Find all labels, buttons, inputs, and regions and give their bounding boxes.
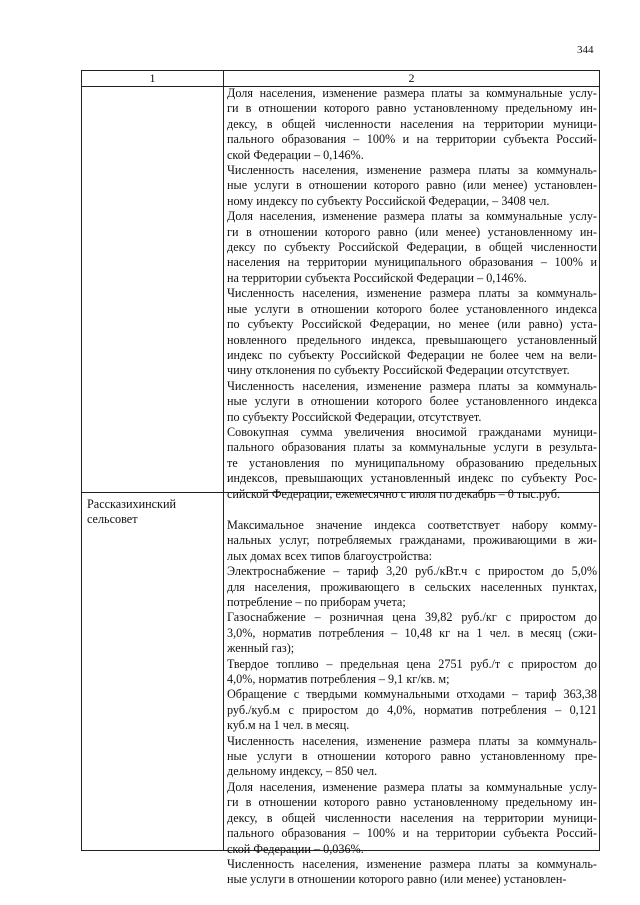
column-header-2: 2 xyxy=(408,71,415,85)
column-divider xyxy=(223,71,224,850)
paragraph xyxy=(227,518,597,564)
text-line: Численность населения, изменение размера платы за коммуналь- xyxy=(227,286,597,301)
document-table xyxy=(81,70,600,887)
text-line: по субъекту Российской Федерации, отсутствует. xyxy=(227,409,482,424)
municipality-name-line: сельсовет xyxy=(87,512,138,527)
text-line: Электроснабжение – тариф 3,20 руб./кВт.ч с приростом до 5,0% xyxy=(227,564,597,579)
description-cell-row-2 xyxy=(227,518,597,888)
text-line: Обращение с твердыми коммунальными отходами – тариф 363,38 xyxy=(227,687,597,702)
text-line: ги в отношении которого равно установленному предельному ин- xyxy=(227,795,597,810)
paragraph xyxy=(227,379,597,425)
text-line: потребление – по приборам учета; xyxy=(227,595,406,609)
text-line: индекс по субъекту Российской Федерации не более чем на вели- xyxy=(227,347,597,362)
description-cell-row-1 xyxy=(227,86,597,502)
paragraph xyxy=(227,857,597,888)
paragraph xyxy=(227,286,597,378)
paragraph xyxy=(227,780,597,857)
text-line: населения на территории муниципального образования – 100% и xyxy=(227,255,597,270)
paragraph xyxy=(227,687,597,733)
text-line: Численность населения, изменение размера платы за коммуналь- xyxy=(227,163,597,178)
paragraph xyxy=(227,209,597,286)
paragraph xyxy=(227,425,597,502)
text-line: ской Федерации – 0,146%. xyxy=(227,147,364,162)
text-line: Максимальное значение индекса соответствует набору комму- xyxy=(227,517,597,532)
text-line: ги в отношении которого равно (или менее) установленному ин- xyxy=(227,224,597,239)
text-line: Доля населения, изменение размера платы за коммунальные услу- xyxy=(227,209,597,224)
text-line: куб.м на 1 чел. в месяц. xyxy=(227,718,350,733)
paragraph xyxy=(227,86,597,163)
text-line: ные услуги в отношении которого равно (или менее) установлен- xyxy=(227,178,597,193)
text-line: ные услуги в отношении которого равно (или менее) установлен- xyxy=(227,872,567,887)
text-line: ные услуги в отношении которого более установленного индекса xyxy=(227,301,597,316)
text-line: чину отклонения по субъекту Российской Федерации отсутствует. xyxy=(227,363,570,378)
text-line: женный газ); xyxy=(227,641,295,656)
paragraph xyxy=(227,564,597,610)
description-column xyxy=(227,86,597,888)
text-line: Численность населения, изменение размера платы за коммуналь- xyxy=(227,378,597,393)
text-line: по субъекту Российской Федерации, но менее (или равно) уста- xyxy=(227,317,597,332)
text-line: пального образования – 100% и на территории субъекта Россий- xyxy=(227,826,597,841)
text-line: Совокупная сумма увеличения вносимой гражданами муници- xyxy=(227,424,597,439)
text-line: Доля населения, изменение размера платы за коммунальные услу- xyxy=(227,86,597,100)
text-line: индексов, превышающих установленный индекс по субъекту Рос- xyxy=(227,471,597,486)
text-line: 3,0%, норматив потребления – 10,48 кг на 1 чел. в месяц (сжи- xyxy=(227,625,597,640)
text-line: Твердое топливо – предельная цена 2751 руб./т с приростом до xyxy=(227,656,597,671)
paragraph xyxy=(227,734,597,780)
column-header-1: 1 xyxy=(149,71,156,85)
text-line: лых домах всех типов благоустройства: xyxy=(227,548,433,563)
text-line: Газоснабжение – розничная цена 39,82 руб./кг с приростом до xyxy=(227,610,597,625)
text-line: 4,0%, норматив потребления – 9,1 кг/кв. м; xyxy=(227,672,450,687)
paragraph xyxy=(227,610,597,656)
text-line: сийской Федерации, ежемесячно с июля по декабрь – 0 тыс.руб. xyxy=(227,486,560,501)
text-line: ному индексу по субъекту Российской Федерации, – 3408 чел. xyxy=(227,193,550,208)
paragraph xyxy=(227,163,597,209)
text-line: дексу, в общей численности населения на территории муници- xyxy=(227,810,597,825)
text-line: руб./куб.м с приростом до 4,0%, норматив потребления – 0,121 xyxy=(227,702,597,717)
text-line: ги в отношении которого равно установленному предельному ин- xyxy=(227,101,597,116)
text-line: для населения, проживающего в сельских населенных пунктах, xyxy=(227,579,597,594)
text-line: дексу, в общей численности населения на территории муници- xyxy=(227,116,597,131)
municipality-cell xyxy=(87,497,220,528)
text-line: ные услуги в отношении которого равно установленному пре- xyxy=(227,749,597,764)
text-line: на территории субъекта Российской Федерации – 0,146%. xyxy=(227,270,527,285)
text-line: пального образования – 100% и на территории субъекта Россий- xyxy=(227,132,597,147)
text-line: пального образования платы за коммунальные услуги в результа- xyxy=(227,440,597,455)
text-line: Численность населения, изменение размера платы за коммуналь- xyxy=(227,856,597,871)
text-line: ской Федерации – 0,036%. xyxy=(227,841,364,856)
page-number: 344 xyxy=(577,44,594,56)
text-line: дельному индексу, – 850 чел. xyxy=(227,764,378,779)
municipality-name-line: Рассказихинский xyxy=(87,497,177,511)
text-line: те установления по муниципальному образованию предельных xyxy=(227,455,597,470)
text-line: ные услуги в отношении которого более установленного индекса xyxy=(227,394,597,409)
text-line: Численность населения, изменение размера платы за коммуналь- xyxy=(227,733,597,748)
text-line: дексу по субъекту Российской Федерации, в общей численности xyxy=(227,240,597,255)
paragraph xyxy=(227,657,597,688)
text-line: новленного предельного индекса, превышающего установленный xyxy=(227,332,597,347)
text-line: нальных услуг, потребляемых гражданами, проживающими в жи- xyxy=(227,533,597,548)
text-line: Доля населения, изменение размера платы за коммунальные услу- xyxy=(227,779,597,794)
